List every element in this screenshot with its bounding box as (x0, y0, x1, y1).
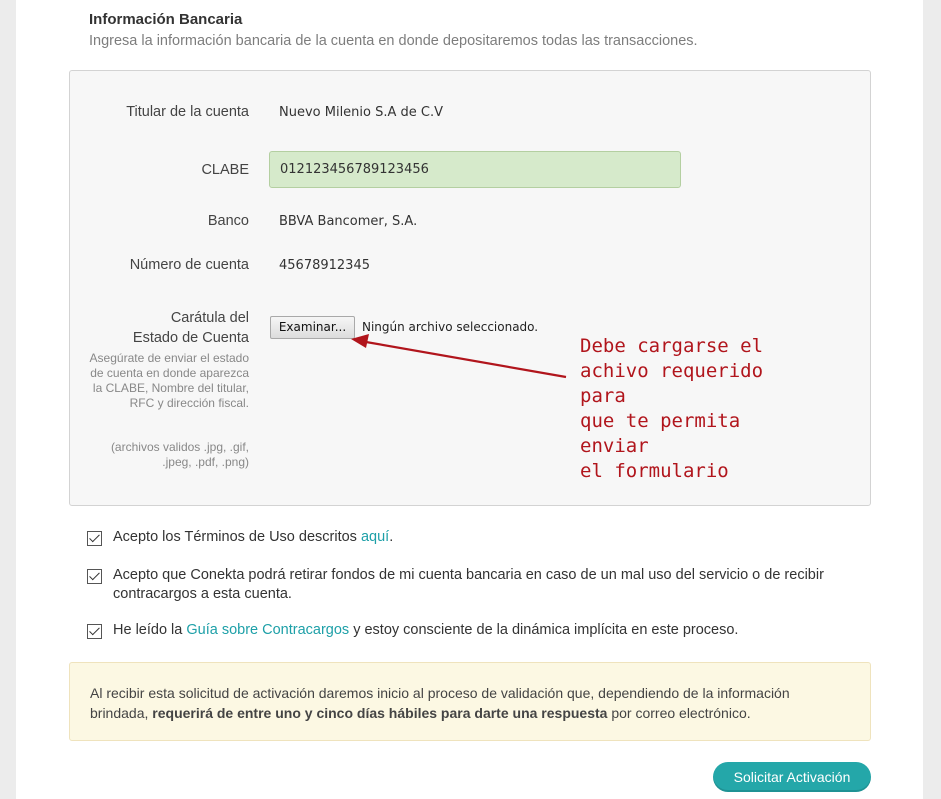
caratula-formats: (archivos validos .jpg, .gif, .jpeg, .pdf, .png) (110, 440, 249, 469)
activation-notice: Al recibir esta solicitud de activación daremos inicio al proceso de validación que, dependiendo de la información brindada, requerirá de entre uno y cinco días hábiles para darte una respuesta por correo electrónico. (69, 662, 871, 741)
terms-checkbox[interactable] (87, 531, 102, 546)
caratula-label-line2: Estado de Cuenta (132, 330, 249, 346)
file-status: Ningún archivo seleccionado. (362, 320, 539, 334)
cuenta-label: Número de cuenta (129, 257, 249, 273)
withdraw-text: Acepto que Conekta podrá retirar fondos de mi cuenta bancaria en caso de un mal uso del servicio o de recibir contracargos a esta cuenta. (113, 567, 824, 602)
titular-label: Titular de la cuenta (126, 104, 249, 120)
cuenta-value: 45678912345 (279, 258, 370, 273)
submit-activation-button[interactable]: Solicitar Activación (713, 762, 871, 792)
withdraw-checkbox[interactable] (87, 569, 102, 584)
clabe-input[interactable]: 012123456789123456 (269, 151, 681, 188)
terms-text: Acepto los Términos de Uso descritos aquí. (113, 529, 394, 545)
guide-link[interactable]: Guía sobre Contracargos (186, 622, 350, 638)
terms-link[interactable]: aquí (360, 529, 390, 545)
guide-checkbox[interactable] (87, 624, 102, 639)
notice-bold-text: requerirá de entre uno y cinco días hábiles para darte una respuesta (152, 705, 608, 721)
caratula-label-line1: Carátula del (170, 310, 249, 326)
caratula-hint: Asegúrate de enviar el estado de cuenta en donde aparezca la CLABE, Nombre del titular, RFC y dirección fiscal. (89, 351, 249, 410)
section-subtitle: Ingresa la información bancaria de la cuenta en donde depositaremos todas las transacciones. (89, 33, 698, 49)
banco-label: Banco (207, 213, 249, 229)
banco-value: BBVA Bancomer, S.A. (279, 214, 418, 229)
titular-value: Nuevo Milenio S.A de C.V (279, 105, 444, 120)
section-title: Información Bancaria (89, 11, 243, 28)
annotation-note: Debe cargarse el achivo requerido para que te permita enviar el formulario (580, 335, 764, 482)
clabe-label: CLABE (201, 162, 249, 178)
file-browse-button[interactable]: Examinar... (270, 316, 355, 339)
guide-text: He leído la Guía sobre Contracargos y estoy consciente de la dinámica implícita en este proceso. (113, 622, 739, 638)
